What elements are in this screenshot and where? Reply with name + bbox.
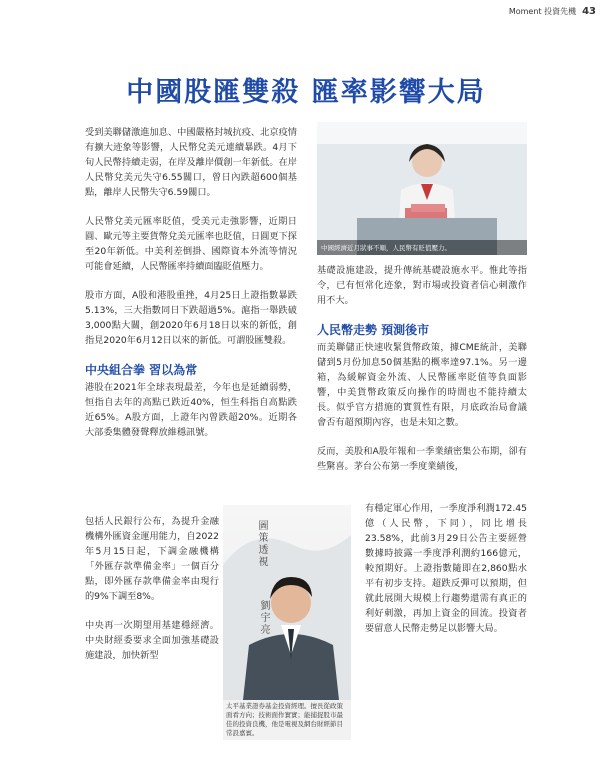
paragraph: 受到美聯儲激進加息、中國嚴格封城抗疫、北京疫情有擴大迹象等影響，人民幣兌美元連續暴跌。4月下旬人民幣持續走弱，在岸及離岸價創一年新低。在岸人民幣兌美元失守6.55關口，曾日內跌超600個基點，離岸人民幣失守6.59關口。 — [85, 127, 297, 198]
paragraph: 基礎設施建設，提升傳統基礎設施水平。惟此等指令，已有恒常化迹象，對市場或投資者信心刺激作用不大。 — [317, 265, 527, 306]
column-name: 圖策透視 — [256, 520, 267, 568]
running-header — [509, 6, 596, 17]
author-name: 劉宇亮 — [258, 600, 269, 636]
paragraph: 而美聯儲正快速收緊貨幣政策，據CME統計，美聯儲到5月份加息50個基點的概率達97.1%。另一邊箱，為緩解資金外流、人民幣匯率貶值等負面影響，中美貨幣政策反向操作的時間也不能持續太長。似乎官方措施的實質性有限，月底政治局會議會否有超預期內容，也是未知之數。 — [317, 342, 527, 428]
paragraph: 港股在2021年全球表現最差，今年也是延續弱勢，恒指自去年的高點已跌近40%，恒生科指自高點跌近65%。A股方面，上證年內曾跌超20%。近期各大部委集體發聲釋放維穩訊號。 — [85, 382, 297, 438]
section-heading: 人民幣走勢 預測後市 — [317, 323, 430, 337]
paragraph: 包括人民銀行公布，為提升金融機構外匯資金運用能力，自2022年5月15日起，下調金融機構「外匯存款準備金率」一個百分點，即外匯存款準備金率由現行的9%下調至8%。 — [85, 516, 219, 602]
left-column — [85, 125, 297, 440]
paragraph: 反而，美股和A股年報和一季業績密集公布期，卻有些驚喜。茅台公布第一季度業績後， — [317, 446, 527, 472]
right-column — [317, 263, 527, 474]
author-portrait — [223, 505, 351, 700]
article-title: 中國股匯雙殺 匯率影響大局 — [126, 77, 486, 108]
section-heading: 中央組合拳 習以為常 — [85, 363, 198, 377]
paragraph: 股市方面，A股和港股重挫，4月25日上證指數暴跌5.13%，三大指數同日下跌超過5%。滬指一舉跌破3,000點大關，創2020年6月18日以來的新低，創指見2020年6月12日以來的新低。可謂股匯雙殺。 — [85, 290, 297, 346]
paragraph: 中央再一次期望用基建穩經濟。中央財經委要求全面加強基礎設施建設，加快新型 — [85, 620, 219, 661]
paragraph: 有穩定軍心作用，一季度淨利潤172.45億（人民幣，下同），同比增長23.58%，此前3月29日公告主要經營數據時披露一季度淨利潤約166億元，較預期好。上證指數隨即在2,860點水平有初步支持。超跌反彈可以預期，但就此展開大規模上行趨勢還需有真正的利好刺激，再加上資金的回流。投資者要留意人民幣走勢足以影響大局。 — [365, 503, 527, 634]
paragraph: 人民幣兌美元匯率貶值，受美元走強影響，近期日圓、歐元等主要貨幣兌美元匯率也貶值，日圓更下探至20年新低。中美利差倒掛、國際資本外流等情況可能會延續，人民幣匯率持續面臨貶值壓力。 — [85, 216, 297, 272]
photo-caption: 中國經濟近月狀事不順，人民幣有貶值壓力。 — [317, 240, 527, 255]
left-column-narrow — [85, 514, 219, 677]
page-number: 43 — [582, 6, 596, 17]
magazine-name: Moment 投資先機 — [508, 7, 577, 16]
author-photo — [223, 505, 351, 700]
author-bio: 太平基業證券基金投資經理。擅長從政策面看方向；技術面作實實；能捕捉股市最佳的投資良機，他是電視及網台財經節目常設嘉賓。 — [223, 700, 351, 740]
right-column-narrow — [365, 501, 527, 650]
article-photo — [317, 122, 527, 255]
bank-teller-image — [317, 122, 527, 255]
